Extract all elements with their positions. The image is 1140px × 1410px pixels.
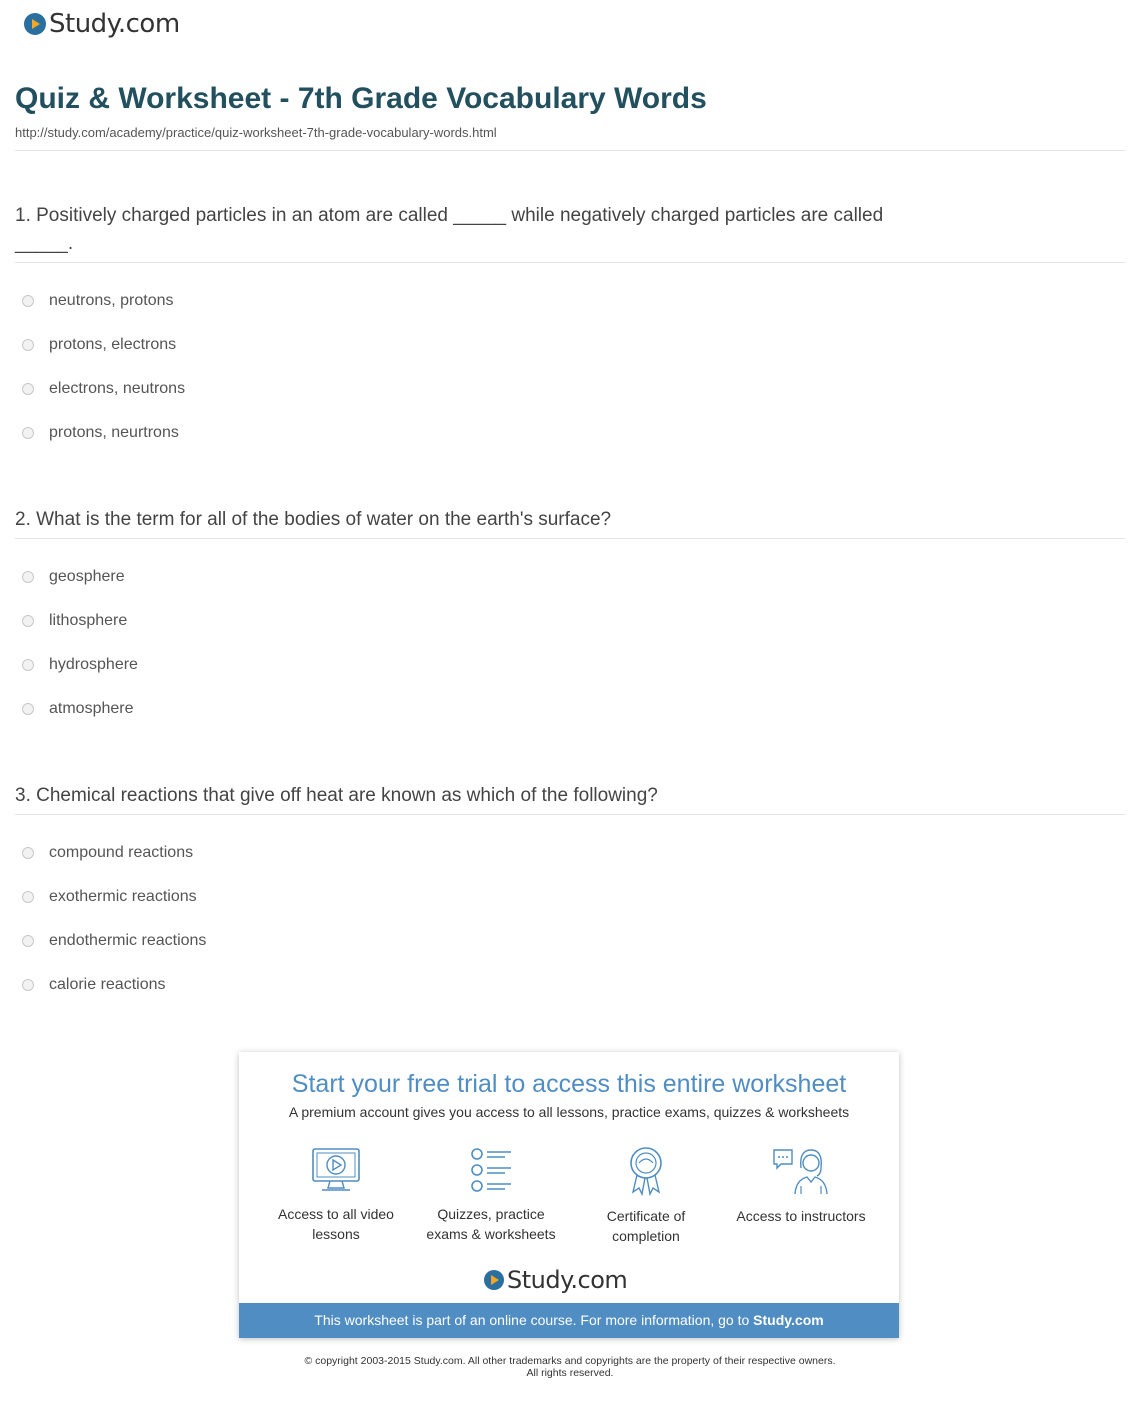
radio-button[interactable] [22,295,34,307]
option-label: compound reactions [49,844,194,861]
option-label: calorie reactions [49,976,166,993]
logo-text: Study.com [49,9,180,39]
quiz-list-icon [465,1146,517,1194]
feature-label: Access to instructors [736,1208,866,1224]
play-logo-icon [484,1270,504,1290]
feature-certificate [566,1146,726,1246]
option-label: hydrosphere [49,656,138,673]
radio-button[interactable] [22,615,34,627]
promo-title[interactable]: Start your free trial to access this entire worksheet [291,1070,847,1098]
course-info-bar [239,1303,899,1338]
divider [15,262,1125,263]
radio-button[interactable] [22,703,34,715]
answer-option[interactable] [22,568,125,586]
radio-button[interactable] [22,427,34,439]
option-label: electrons, neutrons [49,380,186,397]
option-label: geosphere [49,568,125,585]
page-title: Quiz & Worksheet - 7th Grade Vocabulary Words [15,82,707,115]
question-2-text: 2. What is the term for all of the bodies of water on the earth's surface? [15,509,612,530]
feature-label: Certificate of completion [606,1208,686,1244]
video-lesson-icon [310,1146,362,1194]
answer-option[interactable] [22,700,134,718]
divider [15,150,1125,151]
radio-button[interactable] [22,891,34,903]
copyright-line: © copyright 2003-2015 Study.com. All other trademarks and copyrights are the property of their respective owners. [304,1355,836,1367]
feature-instructors [721,1146,881,1226]
promo-logo[interactable] [484,1266,627,1294]
play-logo-icon [24,13,46,35]
site-logo[interactable] [24,9,180,39]
answer-option[interactable] [22,656,138,674]
feature-label: Access to all video lessons [278,1206,394,1242]
answer-option[interactable] [22,424,179,442]
option-label: exothermic reactions [49,888,197,905]
radio-button[interactable] [22,935,34,947]
question-1-text: 1. Positively charged particles in an atom are called _____ while negatively charged particles are called _____. [15,205,884,254]
option-label: protons, electrons [49,336,177,353]
copyright-line: All rights reserved. [526,1367,614,1379]
option-label: protons, neurtrons [49,424,179,441]
answer-option[interactable] [22,888,197,906]
radio-button[interactable] [22,847,34,859]
logo-text: Study.com [507,1266,628,1294]
answer-option[interactable] [22,380,185,398]
radio-button[interactable] [22,383,34,395]
answer-option[interactable] [22,932,206,950]
answer-option[interactable] [22,612,127,630]
certificate-icon [620,1146,672,1196]
answer-option[interactable] [22,292,174,310]
option-label: atmosphere [49,700,134,717]
feature-quizzes [411,1146,571,1244]
study-link[interactable]: Study.com [753,1312,824,1328]
page-url: http://study.com/academy/practice/quiz-worksheet-7th-grade-vocabulary-words.html [15,125,497,140]
answer-option[interactable] [22,976,166,994]
feature-video-lessons [256,1146,416,1244]
divider [15,538,1125,539]
feature-label: Quizzes, practice exams & worksheets [426,1206,556,1242]
copyright [0,1355,1140,1379]
free-trial-promo [239,1052,899,1338]
radio-button[interactable] [22,659,34,671]
option-label: neutrons, protons [49,292,174,309]
promo-subtitle: A premium account gives you access to all lessons, practice exams, quizzes & worksheets [288,1104,850,1120]
divider [15,814,1125,815]
radio-button[interactable] [22,339,34,351]
option-label: lithosphere [49,612,128,629]
radio-button[interactable] [22,979,34,991]
answer-option[interactable] [22,336,176,354]
course-info-text: This worksheet is part of an online course. For more information, go to [314,1312,750,1328]
radio-button[interactable] [22,571,34,583]
question-3-text: 3. Chemical reactions that give off heat are known as which of the following? [15,785,658,806]
option-label: endothermic reactions [49,932,207,949]
instructor-icon [771,1146,831,1196]
answer-option[interactable] [22,844,193,862]
